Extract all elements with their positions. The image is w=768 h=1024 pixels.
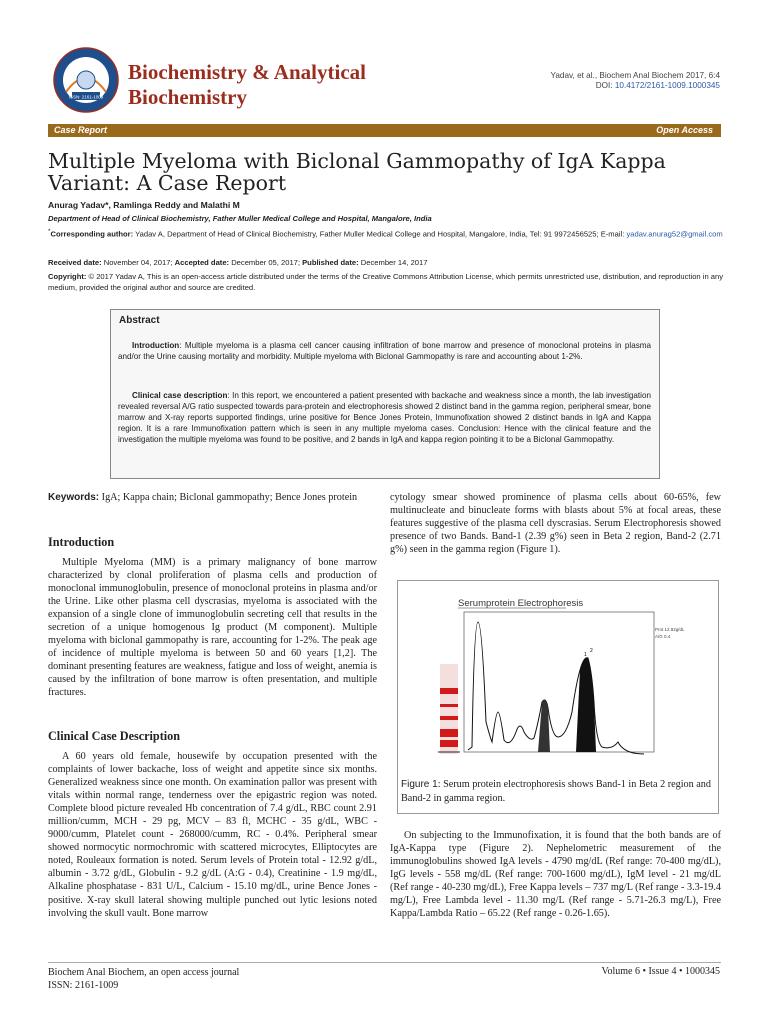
chart-title: Serumprotein Electrophoresis	[458, 598, 584, 609]
doi-line	[551, 81, 720, 91]
gel-band-beta	[440, 716, 458, 720]
journal-title-line2: Biochemistry	[128, 85, 247, 109]
keywords-label: Keywords:	[48, 492, 100, 503]
citation-block	[551, 71, 720, 91]
keywords	[48, 491, 377, 504]
figure-1-label: Figure 1	[401, 779, 438, 790]
authors: Anurag Yadav*, Ramlinga Reddy and Malathi M	[48, 200, 240, 210]
copyright-label: Copyright:	[48, 272, 87, 281]
abstract-introduction	[118, 340, 651, 362]
accepted-value: December 05, 2017;	[229, 258, 303, 267]
abstract-case-description	[118, 390, 651, 445]
footer-volume: Volume 6 • Issue 4 • 1000345	[601, 966, 720, 977]
figure-1-caption	[401, 778, 715, 806]
corresponding-author: *Corresponding author: Yadav A, Department of Head of Clinical Biochemistry, Father Muller Medical College and Hospital, Mangalore, India, Tel: 91 9972456525; E-mail: yadav.anurag52@gmail.com	[48, 228, 723, 239]
email-link[interactable]: yadav.anurag52@gmail.com	[626, 229, 723, 239]
clinical-case-heading: Clinical Case Description	[48, 729, 181, 743]
peak-label-b: 2	[590, 648, 593, 654]
journal-logo-icon	[52, 46, 120, 114]
chart-frame	[464, 612, 654, 752]
doi-label: DOI:	[595, 81, 615, 90]
gel-band-gamma-1	[440, 729, 458, 737]
copyright	[48, 272, 724, 293]
right-column-top-text: cytology smear showed prominence of plasma cells about 60-65%, few multinucleate and binucleate forms with blasts about 5% at focal areas, these features suggestive of the plasma cell dyscrasias. Serum Electrophoresis showed presence of two Bands. Band-1 (2.39 g%) seen in Beta 2 region, Band-2 (2.71 g%) seen in the gamma region (Figure 1).	[390, 492, 721, 556]
corresp-label: Corresponding author:	[50, 229, 134, 239]
copyright-text: © 2017 Yadav A, This is an open-access article distributed under the terms of the Creative Commons Attribution License, which permits unrestricted use, distribution, and reproduction in any medium, provided the original author and source are credited.	[48, 272, 724, 292]
footer-divider	[48, 962, 721, 963]
case-report-label: Case Report	[54, 125, 108, 135]
footer-journal: Biochem Anal Biochem, an open access journal	[48, 967, 240, 978]
chart-side-labels	[655, 626, 685, 640]
chart-side-label-1: Prot 12.92g/dL	[655, 627, 685, 632]
abstract-intro-label: Introduction	[132, 341, 180, 350]
open-access-label: Open Access	[656, 125, 713, 135]
keywords-text: IgA; Kappa chain; Biclonal gammopathy; Bence Jones protein	[99, 492, 358, 503]
chart-side-label-2: A/G 0.4	[655, 634, 671, 639]
journal-title-line1: Biochemistry & Analytical	[128, 60, 366, 84]
gel-band-albumin	[440, 688, 458, 694]
published-value: December 14, 2017	[358, 258, 428, 267]
abstract-heading: Abstract	[119, 315, 160, 326]
citation-text: Yadav, et al., Biochem Anal Biochem 2017, 6:4	[550, 71, 720, 80]
footer-issn: ISSN: 2161-1009	[48, 980, 119, 991]
journal-title	[128, 60, 428, 110]
clinical-case-text: A 60 years old female, housewife by occupation presented with the complaints of lower backache, loss of weight and appetite since six months. Generalized weakness since one month. On examination pallor was present with vitals within normal range, tenderness over the epigastric region was noted. Complete blood picture revealed Hb concentration of 7.4 g/dL, RBC count 2.91 million/cumm, MCH - 29 pg, MCV – 83 fl, MCHC - 35 g/dL, WBC - 9000/cumm, Platelet count - 268000/cumm, RC - 0.4%. Peripheral smear showed normocytic normochromic with scattered microcytes, Elliptocytes are noted, Rouleaux formation is noted. Serum levels of Protein total - 12.92 g/dL, albumin - 3.72 g/dL, Globulin - 9.2 g/dL (A:G - 0.4), Creatinine - 1.9 mg/dL, Alkaline phosphatase - 831 U/L, Calcium - 15.10 mg/dL, urine Bence Jones - positive. X-ray skull lateral showing multiple punched out lytic lesions noted involving the skull vault. Bone marrow	[48, 751, 377, 919]
accepted-label: Accepted date:	[174, 258, 230, 267]
abstract-intro-text: : Multiple myeloma is a plasma cell cancer causing infiltration of bone marrow and presence of monoclonal proteins in plasma and/or the Urine causing mortality and morbidity. Multiple myeloma with Biclonal Gammopathy is rare and accounting about 1-2%.	[118, 341, 651, 361]
received-label: Received date:	[48, 258, 102, 267]
affiliation: Department of Head of Clinical Biochemistry, Father Muller Medical College and Hospital, Mangalore, India	[48, 214, 432, 223]
electrophoresis-curve	[468, 622, 644, 754]
svg-text:ISSN: 2161-1009: ISSN: 2161-1009	[68, 94, 104, 100]
received-value: November 04, 2017;	[101, 258, 175, 267]
introduction-heading: Introduction	[48, 535, 115, 549]
peak-label-a: 1	[584, 652, 587, 658]
published-label: Published date:	[302, 258, 359, 267]
abstract-case-label: Clinical case description	[132, 391, 228, 400]
gel-band-alpha	[440, 704, 458, 707]
doi-link[interactable]: 10.4172/2161-1009.1000345	[614, 81, 720, 90]
footer-journal-info	[48, 966, 239, 992]
right-column-bottom-text: On subjecting to the Immunofixation, it is found that the both bands are of IgA-Kappa type (Figure 2). Nephelometric measurement of the immunoglobulins showed IgA levels - 4790 mg/dL (Ref range: 70-400 mg/dL), IgG levels - 558 mg/dL (Ref range: 700-1600 mg/dL), IgM level - 21 mg/dL (Ref range - 40-230 mg/dL), Free Kappa levels – 737 mg/L (Ref range - 3.3-19.4 mg/L), Free Lambda level - 11.30 mg/L (Ref range - 5.71-26.3 mg/L), Free Kappa/Lambda Ratio – 65.22 (Ref range - 0.26-1.65).	[390, 830, 721, 920]
article-type-banner	[48, 124, 721, 137]
article-title: Multiple Myeloma with Biclonal Gammopathy of IgA Kappa Variant: A Case Report	[48, 149, 666, 195]
gel-band-gamma-2	[440, 740, 458, 747]
corresp-text: Yadav A, Department of Head of Clinical Biochemistry, Father Muller Medical College and Hospital, Mangalore, India, Tel: 91 9972456525; E-mail:	[133, 229, 627, 239]
electrophoresis-chart	[434, 592, 660, 762]
abstract-case-text: : In this report, we encountered a patient presented with backache and weakness since a month, the lab investigation revealed reversal A/G ratio suspected towards para-protein and electrophoresis showed 2 distinct band in the gamma region, peripheral smear, bone marrow and X-ray reports supported findings, urine positive for Bence Jones Protein, Immunofixation showed 2 distinct bands in IgA and Kappa region. It is a rare Immunofixation pattern which is seen in any multiple myeloma cases. Conclusion: Hence with the clinical feature and the investigation the multiple myeloma was found to be positive, and 2 bands in IgA and kappa region pointing it to be a Biclonal Gammopathy.	[118, 391, 651, 444]
article-dates	[48, 258, 427, 267]
introduction-text: Multiple Myeloma (MM) is a primary malignancy of bone marrow characterized by clonal proliferation of plasma cells and production of monoclonal immunoglobulin, presence of monoclonal proteins in plasma and/or the Urine. Like other plasma cell dyscrasias, myeloma is associated with the expansion of a single clone of immunoglobulin secreting cell that results in the secretion of a unique homogenous Ig product (M component). Multiple myeloma with biclonal gammopathy is rare, accounting for 1-2%. The peak age of incidence of multiple myeloma is between 50 and 60 years [1,2]. The dominant presenting features are weakness, fatigue and loss of weight, anemia is caused by the infiltration of bone marrow is often presentation, and multiple fractures.	[48, 557, 378, 699]
figure-1-caption-text: : Serum protein electrophoresis shows Band-1 in Beta 2 region and Band-2 in gamma region.	[401, 779, 711, 804]
abstract-box	[110, 309, 660, 479]
